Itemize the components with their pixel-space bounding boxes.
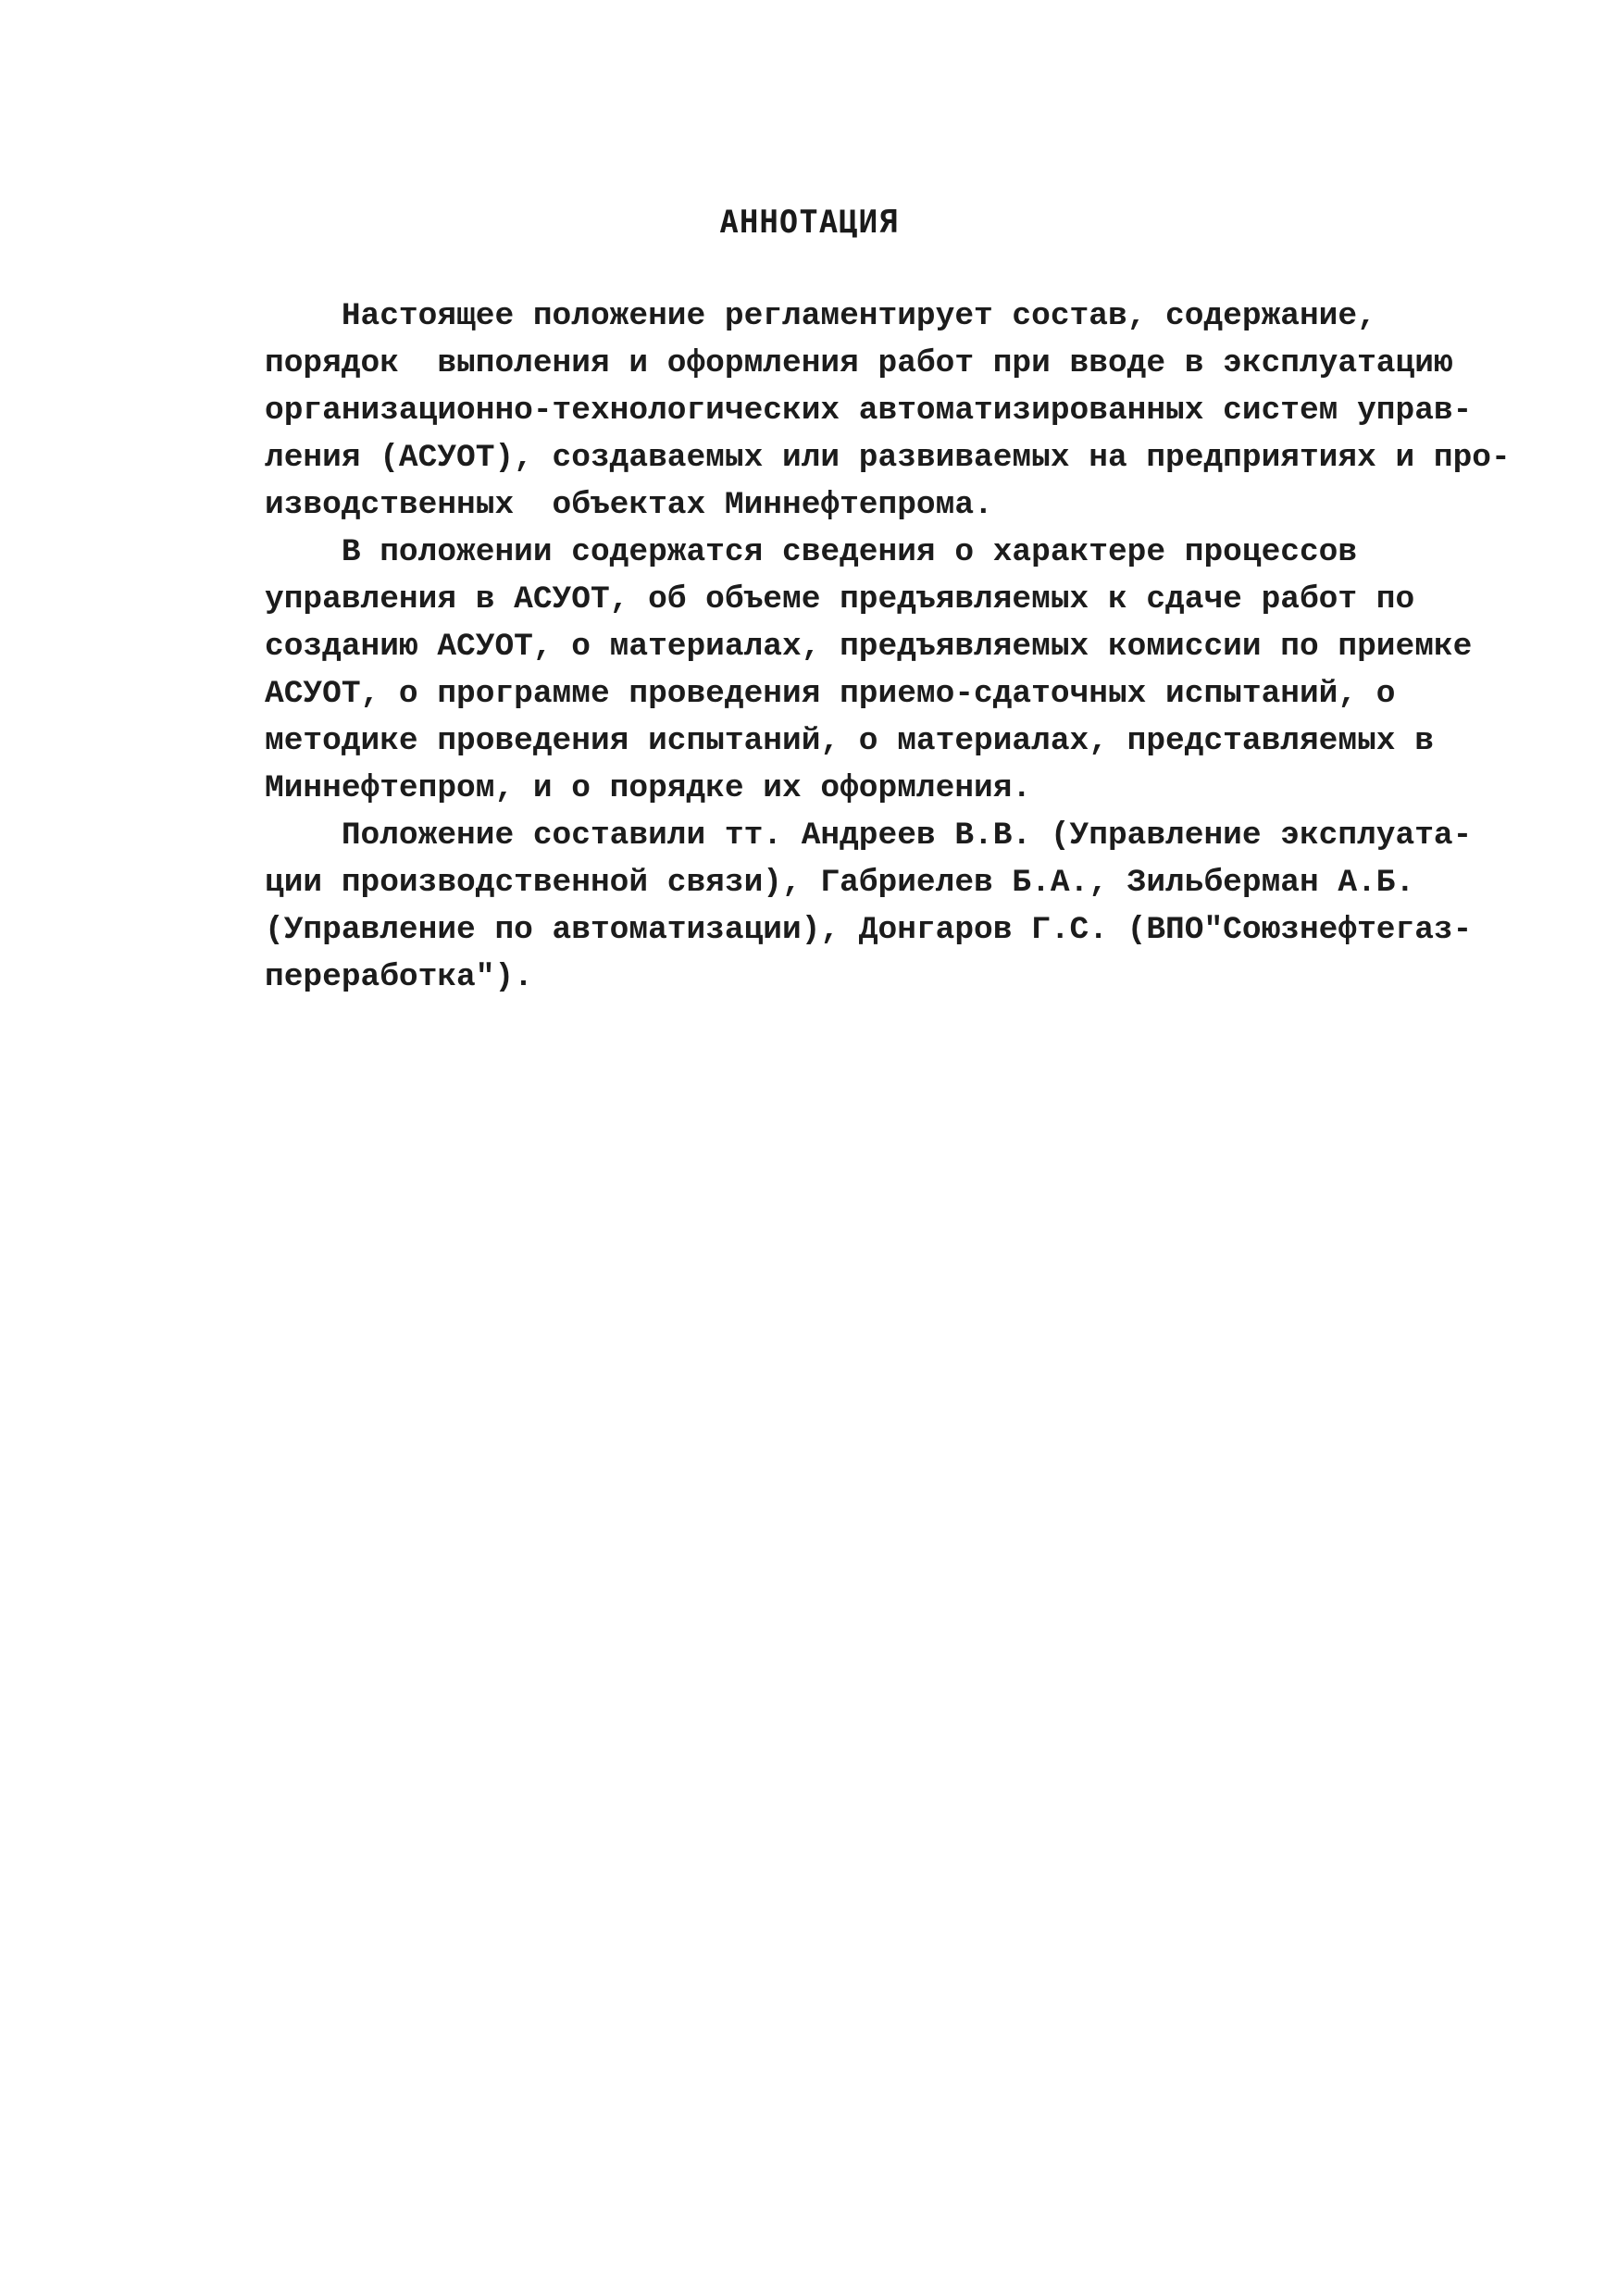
text-line: Миннефтепром, и о порядке их оформления. <box>265 770 1032 806</box>
text-line: управления в АСУОТ, об объеме предъявляемых к сдаче работ по <box>265 581 1415 618</box>
text-line: изводственных объектах Миннефтепрома. <box>265 487 993 523</box>
annotation-body <box>265 293 1511 1001</box>
text-line: Настоящее положение регламентирует состав, содержание, <box>265 298 1376 334</box>
text-line: переработка"). <box>265 959 533 995</box>
text-line: порядок выполения и оформления работ при вводе в эксплуатацию <box>265 345 1453 381</box>
text-line: организационно-технологических автоматизированных систем управ- <box>265 393 1473 429</box>
text-line: методике проведения испытаний, о материалах, представляемых в <box>265 723 1434 759</box>
text-line: (Управление по автоматизации), Донгаров Г.С. (ВПО"Союзнефтегаз- <box>265 912 1473 948</box>
text-line: ции производственной связи), Габриелев Б.А., Зильберман А.Б. <box>265 865 1415 901</box>
text-line: ления (АСУОТ), создаваемых или развиваемых на предприятиях и про- <box>265 440 1511 476</box>
document-title: АННОТАЦИЯ <box>719 204 899 241</box>
text-line: АСУОТ, о программе проведения приемо-сдаточных испытаний, о <box>265 676 1396 712</box>
text-line: созданию АСУОТ, о материалах, предъявляемых комиссии по приемке <box>265 629 1473 665</box>
text-line: Положение составили тт. Андреев В.В. (Управление эксплуата- <box>265 817 1473 854</box>
text-line: В положении содержатся сведения о характере процессов <box>265 534 1358 570</box>
